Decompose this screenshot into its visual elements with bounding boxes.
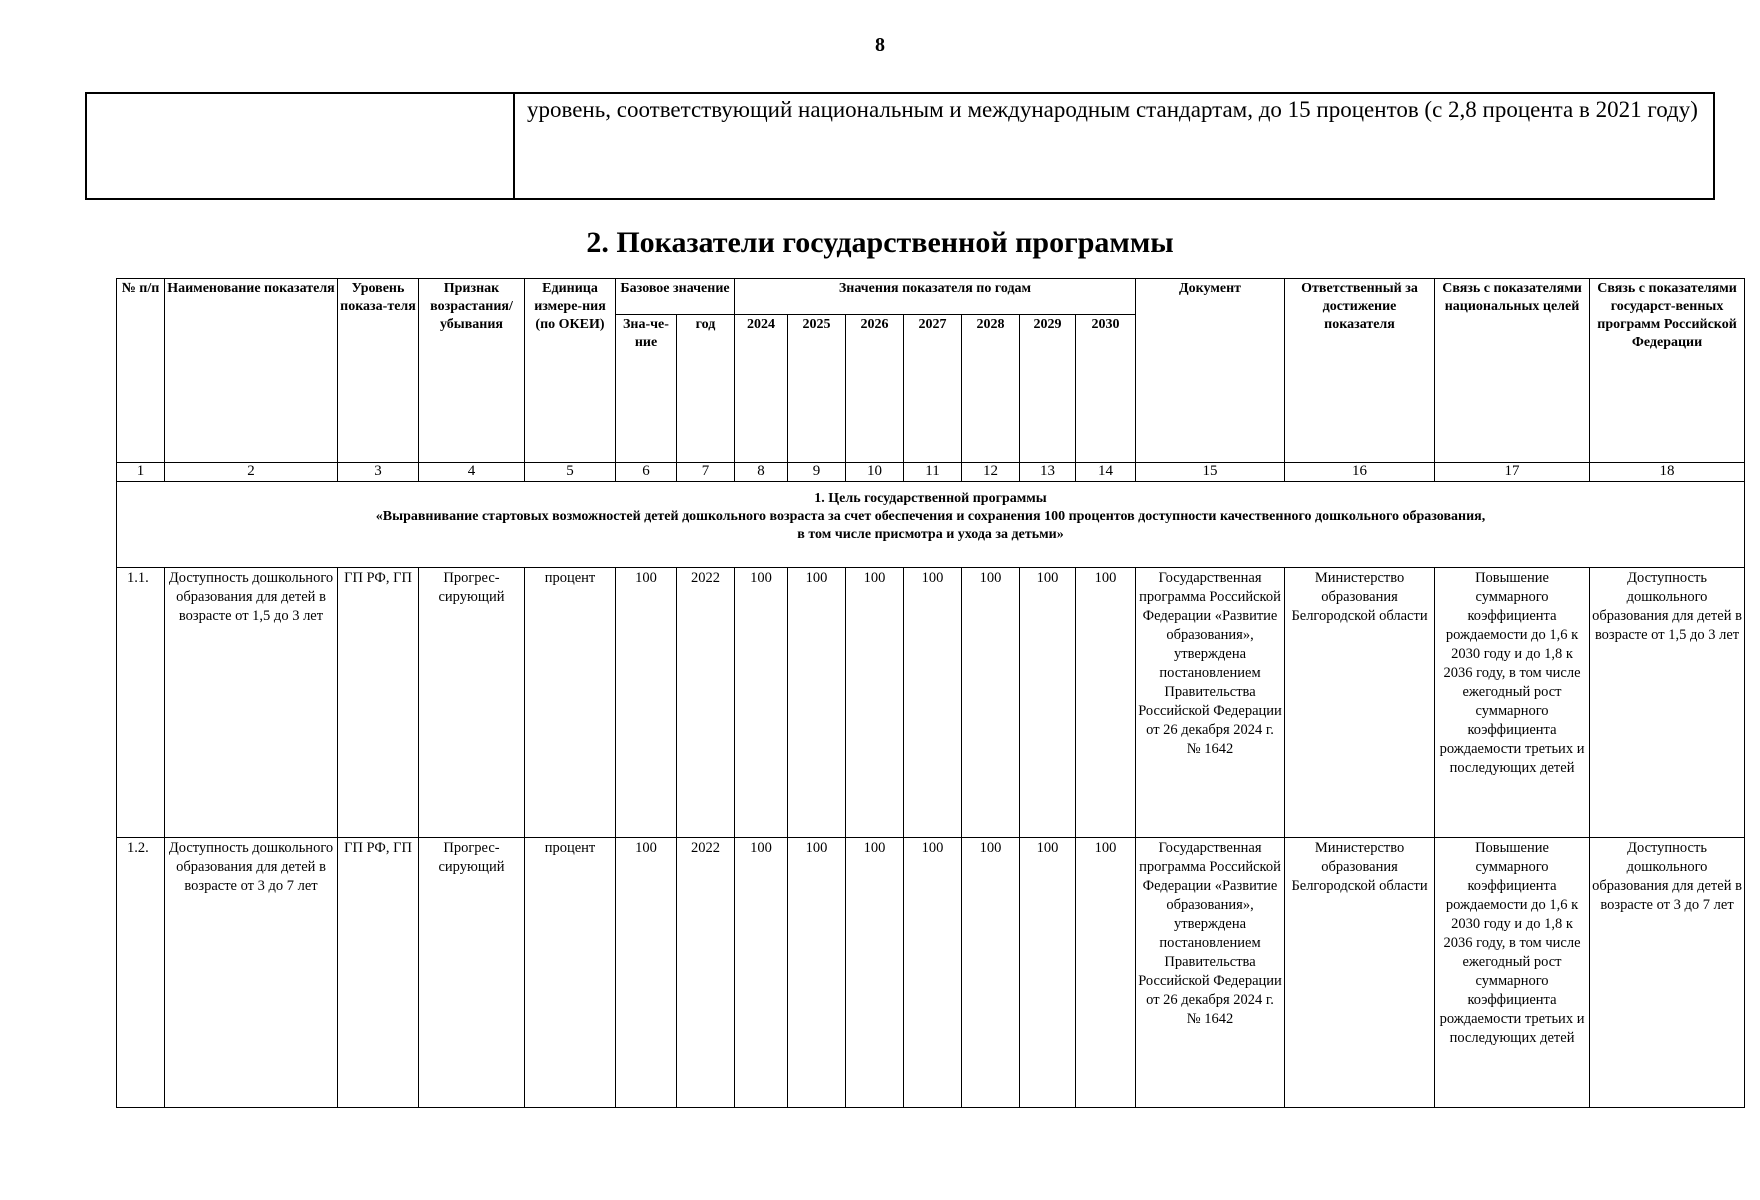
row-value-2024: 100 [735, 838, 788, 1108]
goal-text: «Выравнивание стартовых возможностей детей дошкольного возраста за счет обеспечения и сохранения 100 процентов доступности качественного дошкольного образования, [375, 509, 1486, 524]
column-number: 6 [616, 463, 677, 482]
column-number: 16 [1285, 463, 1435, 482]
column-number: 12 [962, 463, 1020, 482]
row-value-2026: 100 [846, 838, 904, 1108]
row-responsible: Министерство образования Белгородской области [1285, 568, 1435, 838]
row-num: 1.2. [117, 838, 165, 1108]
column-number: 2 [165, 463, 338, 482]
row-value-2025: 100 [788, 838, 846, 1108]
row-base-year: 2022 [677, 838, 735, 1108]
row-responsible: Министерство образования Белгородской области [1285, 838, 1435, 1108]
row-trend: Прогрес-сирующий [419, 838, 525, 1108]
column-number: 7 [677, 463, 735, 482]
row-level: ГП РФ, ГП [338, 838, 419, 1108]
header-year: 2024 [735, 315, 788, 463]
column-number: 14 [1076, 463, 1136, 482]
header-unit: Единица измере-ния (по ОКЕИ) [525, 279, 616, 463]
row-value-2027: 100 [904, 568, 962, 838]
header-year: 2025 [788, 315, 846, 463]
header-base-year: год [677, 315, 735, 463]
header-base: Базовое значение [616, 279, 735, 315]
header-base-value: Зна-че-ние [616, 315, 677, 463]
header-document: Документ [1136, 279, 1285, 463]
row-unit: процент [525, 838, 616, 1108]
continuation-text: уровень, соответствующий национальным и международным стандартам, до 15 процентов (с 2,8 процента в 2021 году) [514, 93, 1714, 199]
header-year: 2026 [846, 315, 904, 463]
row-level: ГП РФ, ГП [338, 568, 419, 838]
row-base-value: 100 [616, 568, 677, 838]
column-number: 1 [117, 463, 165, 482]
header-year: 2029 [1020, 315, 1076, 463]
row-trend: Прогрес-сирующий [419, 568, 525, 838]
empty-cell [86, 93, 514, 199]
header-year: 2027 [904, 315, 962, 463]
goal-text-continued: в том числе присмотра и ухода за детьми» [797, 527, 1064, 542]
goal-cell [117, 482, 1745, 568]
row-link-programs: Доступность дошкольного образования для детей в возрасте от 1,5 до 3 лет [1590, 568, 1745, 838]
row-value-2030: 100 [1076, 568, 1136, 838]
page-number: 8 [875, 34, 885, 56]
goal-heading: 1. Цель государственной программы [814, 491, 1047, 506]
row-unit: процент [525, 568, 616, 838]
header-level: Уровень показа-теля [338, 279, 419, 463]
row-link-national: Повышение суммарного коэффициента рождаемости до 1,6 к 2030 году и до 1,8 к 2036 году, в том числе ежегодный рост суммарного коэффициента рождаемости третьих и последующих детей [1435, 838, 1590, 1108]
header-year: 2030 [1076, 315, 1136, 463]
column-number: 4 [419, 463, 525, 482]
row-num: 1.1. [117, 568, 165, 838]
goal-row [117, 482, 1745, 568]
row-value-2029: 100 [1020, 838, 1076, 1108]
row-value-2025: 100 [788, 568, 846, 838]
column-number-row [117, 463, 1745, 482]
column-number: 10 [846, 463, 904, 482]
header-num: № п/п [117, 279, 165, 463]
row-document: Государственная программа Российской Федерации «Развитие образования», утверждена постановлением Правительства Российской Федерации от 26 декабря 2024 г. № 1642 [1136, 838, 1285, 1108]
row-link-programs: Доступность дошкольного образования для детей в возрасте от 3 до 7 лет [1590, 838, 1745, 1108]
header-year: 2028 [962, 315, 1020, 463]
continuation-table [85, 92, 1715, 200]
row-value-2028: 100 [962, 568, 1020, 838]
column-number: 5 [525, 463, 616, 482]
column-number: 9 [788, 463, 846, 482]
row-value-2027: 100 [904, 838, 962, 1108]
column-number: 18 [1590, 463, 1745, 482]
row-value-2028: 100 [962, 838, 1020, 1108]
column-number: 17 [1435, 463, 1590, 482]
row-name: Доступность дошкольного образования для детей в возрасте от 3 до 7 лет [165, 838, 338, 1108]
header-values-by-year: Значения показателя по годам [735, 279, 1136, 315]
header-name: Наименование показателя [165, 279, 338, 463]
row-value-2030: 100 [1076, 838, 1136, 1108]
column-number: 11 [904, 463, 962, 482]
row-link-national: Повышение суммарного коэффициента рождаемости до 1,6 к 2030 году и до 1,8 к 2036 году, в том числе ежегодный рост суммарного коэффициента рождаемости третьих и последующих детей [1435, 568, 1590, 838]
row-base-value: 100 [616, 838, 677, 1108]
row-base-year: 2022 [677, 568, 735, 838]
header-link-national: Связь с показателями национальных целей [1435, 279, 1590, 463]
section-title: 2. Показатели государственной программы [586, 226, 1174, 259]
row-name: Доступность дошкольного образования для детей в возрасте от 1,5 до 3 лет [165, 568, 338, 838]
header-link-programs: Связь с показателями государст-венных программ Российской Федерации [1590, 279, 1745, 463]
row-value-2026: 100 [846, 568, 904, 838]
column-number: 8 [735, 463, 788, 482]
column-number: 15 [1136, 463, 1285, 482]
row-value-2024: 100 [735, 568, 788, 838]
table-row [117, 568, 1745, 838]
header-responsible: Ответственный за достижение показателя [1285, 279, 1435, 463]
indicators-table [116, 278, 1745, 1108]
column-number: 3 [338, 463, 419, 482]
column-number: 13 [1020, 463, 1076, 482]
header-trend: Признак возрастания/ убывания [419, 279, 525, 463]
table-row [117, 838, 1745, 1108]
row-document: Государственная программа Российской Федерации «Развитие образования», утверждена постановлением Правительства Российской Федерации от 26 декабря 2024 г. № 1642 [1136, 568, 1285, 838]
row-value-2029: 100 [1020, 568, 1076, 838]
